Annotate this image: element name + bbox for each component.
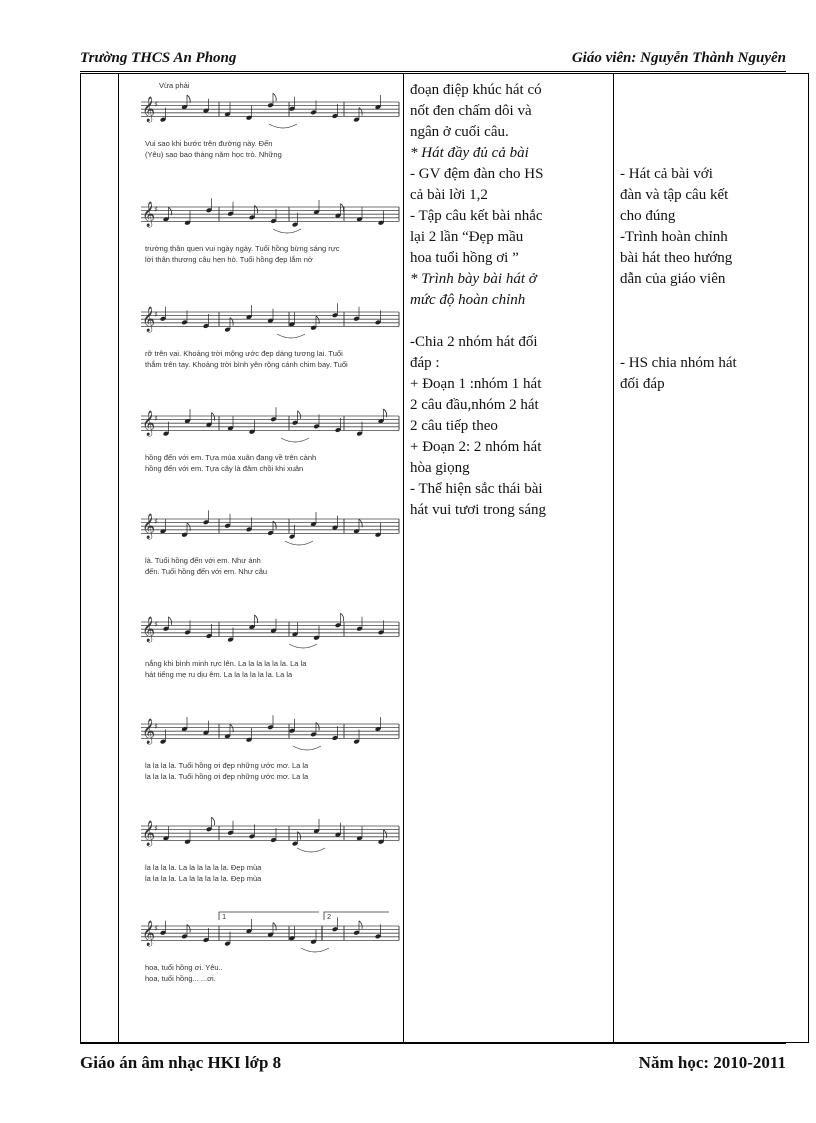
text-line: nốt đen chấm dôi và	[410, 103, 532, 119]
page-header	[80, 50, 786, 70]
lyric-line: hồng đến với em. Tựa mùa xuân đang về trên cành	[145, 453, 317, 462]
volta-bracket	[324, 912, 389, 920]
slur	[277, 334, 305, 338]
blank-line	[620, 143, 804, 164]
text-line: ngân ở cuối câu.	[410, 124, 509, 140]
blank-line	[620, 80, 804, 101]
blank-line	[620, 122, 804, 143]
note-flag	[169, 617, 172, 625]
text-line: + Đoạn 1 :nhóm 1 hát	[410, 376, 542, 392]
treble-clef-icon: 𝄞	[142, 921, 156, 946]
note-flag	[212, 817, 215, 825]
text-line: đoạn điệp khúc hát có	[410, 82, 542, 98]
text-line: - GV đệm đàn cho HS	[410, 166, 544, 182]
lyric-line: trường thân quen vui ngày ngày. Tuổi hồng bừng sáng rực	[145, 244, 340, 253]
lyric-line: rỡ trên vai. Khoảng trời mộng ước đẹp dáng tương lai. Tuổi	[145, 349, 343, 358]
sharp-icon: ♯	[154, 310, 158, 319]
text-line: hát vui tươi trong sáng	[410, 502, 547, 518]
text-line: mức độ hoàn chỉnh	[410, 292, 526, 308]
note-flag	[273, 93, 276, 101]
blank-line	[620, 101, 804, 122]
lyric-line: lời thân thương câu hẹn hò. Tuổi hồng đẹp lắm nở	[145, 255, 313, 264]
text-line: đàn và tập câu kết	[620, 187, 729, 203]
slur	[285, 541, 313, 545]
school-year: Năm học: 2010-2011	[638, 1053, 786, 1072]
blank-line	[620, 290, 804, 311]
empty-column	[81, 74, 119, 1043]
lesson-table	[80, 73, 809, 1043]
text-line: hoa tuổi hồng ơi ”	[410, 250, 519, 266]
sharp-icon: ♯	[154, 205, 158, 214]
treble-clef-icon: 𝄞	[142, 202, 156, 227]
treble-clef-icon: 𝄞	[142, 411, 156, 436]
school-name: Trường THCS An Phong	[80, 50, 237, 66]
text-line: 2 câu tiếp theo	[410, 418, 498, 434]
text-line: dẫn của giáo viên	[620, 271, 726, 287]
text-line: - Tập câu kết bài nhắc	[410, 208, 543, 224]
lyric-line: la la la la. La la la la la la. Đẹp mùa	[145, 874, 262, 883]
blank-line	[620, 332, 804, 353]
treble-clef-icon: 𝄞	[142, 719, 156, 744]
teacher-activities	[410, 80, 607, 521]
treble-clef-icon: 𝄞	[142, 97, 156, 122]
treble-clef-icon: 𝄞	[142, 307, 156, 332]
lyric-line: thắm trên tay. Khoảng trời bình yên rộng cánh chim bay. Tuổi	[145, 360, 348, 369]
treble-clef-icon: 𝄞	[142, 821, 156, 846]
lyric-line: Vui sao khi bước trên đường này. Đến	[145, 139, 273, 148]
text-line: cả bài lời 1,2	[410, 187, 488, 203]
note-flag	[255, 205, 258, 213]
sharp-icon: ♯	[154, 517, 158, 526]
text-line: -Chia 2 nhóm hát đối	[410, 334, 538, 350]
text-line: đối đáp	[620, 376, 665, 392]
sharp-icon: ♯	[154, 414, 158, 423]
note-flag	[298, 411, 301, 419]
text-line: + Đoạn 2: 2 nhóm hát	[410, 439, 542, 455]
text-line: cho đúng	[620, 208, 676, 224]
student-activities	[620, 80, 804, 395]
note-flag	[341, 613, 344, 621]
lyric-line: la la la la. Tuổi hồng ơi đẹp những ước mơ. La la	[145, 761, 309, 770]
text-line: bài hát theo hướng	[620, 250, 733, 266]
note-flag	[359, 921, 362, 929]
sharp-icon: ♯	[154, 824, 158, 833]
sheet-music	[119, 74, 403, 1042]
lyric-line: nắng khi bình minh rực lên. La la la la la la. La la	[145, 659, 307, 668]
teacher-activities-cell	[404, 74, 614, 1043]
slur	[289, 644, 317, 648]
text-line: - HS chia nhóm hát	[620, 355, 737, 371]
student-activities-cell	[614, 74, 809, 1043]
text-line: - Thể hiện sắc thái bài	[410, 481, 543, 497]
lyric-line: la la la la. La la la la la la. Đẹp mùa	[145, 863, 262, 872]
sharp-icon: ♯	[154, 620, 158, 629]
footer-rule	[80, 1043, 786, 1044]
ending-number: 1	[222, 912, 227, 921]
lyric-line: là. Tuổi hồng đến với em. Như ánh	[145, 556, 261, 565]
text-line: lại 2 lần “Đẹp mầu	[410, 229, 524, 245]
lyric-line: la la la la. Tuổi hồng ơi đẹp những ước mơ. La la	[145, 772, 309, 781]
ending-number: 2	[327, 912, 332, 921]
lyric-line: hát tiếng mẹ ru dịu êm. La la la la la la. La la	[145, 670, 293, 679]
slur	[281, 438, 309, 442]
blank-line	[410, 311, 607, 332]
teacher-name: Giáo viên: Nguyễn Thành Nguyên	[571, 50, 786, 66]
note-flag	[359, 108, 362, 116]
text-line: 2 câu đầu,nhóm 2 hát	[410, 397, 539, 413]
sharp-icon: ♯	[154, 100, 158, 109]
slur	[293, 746, 321, 750]
treble-clef-icon: 𝄞	[142, 617, 156, 642]
text-line: hòa giọng	[410, 460, 470, 476]
lyric-line: hoa, tuổi hồng ơi. Yêu..	[145, 963, 223, 972]
lyric-line: đến. Tuổi hồng đến với em. Như câu	[145, 567, 268, 576]
text-line: đáp :	[410, 355, 440, 371]
header-rule	[80, 71, 786, 72]
lyric-line: hoa, tuổi hồng... ...ơi.	[145, 974, 216, 983]
treble-clef-icon: 𝄞	[142, 514, 156, 539]
sheet-music-cell	[119, 74, 404, 1043]
slur	[301, 948, 329, 952]
lyric-line: hồng đến với em. Tựa cây là đâm chồi khi xuân	[145, 464, 304, 473]
slur	[273, 229, 301, 233]
tempo-marking: Vừa phải	[159, 81, 190, 90]
sharp-icon: ♯	[154, 924, 158, 933]
slur	[297, 848, 325, 852]
sharp-icon: ♯	[154, 722, 158, 731]
blank-line	[620, 311, 804, 332]
text-line: * Hát đầy đủ cả bài	[410, 145, 529, 161]
text-line: - Hát cả bài với	[620, 166, 713, 182]
lyric-line: (Yêu) sao bao tháng năm học trò. Những	[145, 150, 282, 159]
text-line: -Trình hoàn chỉnh	[620, 229, 728, 245]
text-line: * Trình bày bài hát ở	[410, 271, 537, 287]
slur	[269, 124, 297, 128]
volta-bracket	[219, 912, 319, 920]
lesson-plan-title: Giáo án âm nhạc HKI lớp 8	[80, 1053, 282, 1072]
